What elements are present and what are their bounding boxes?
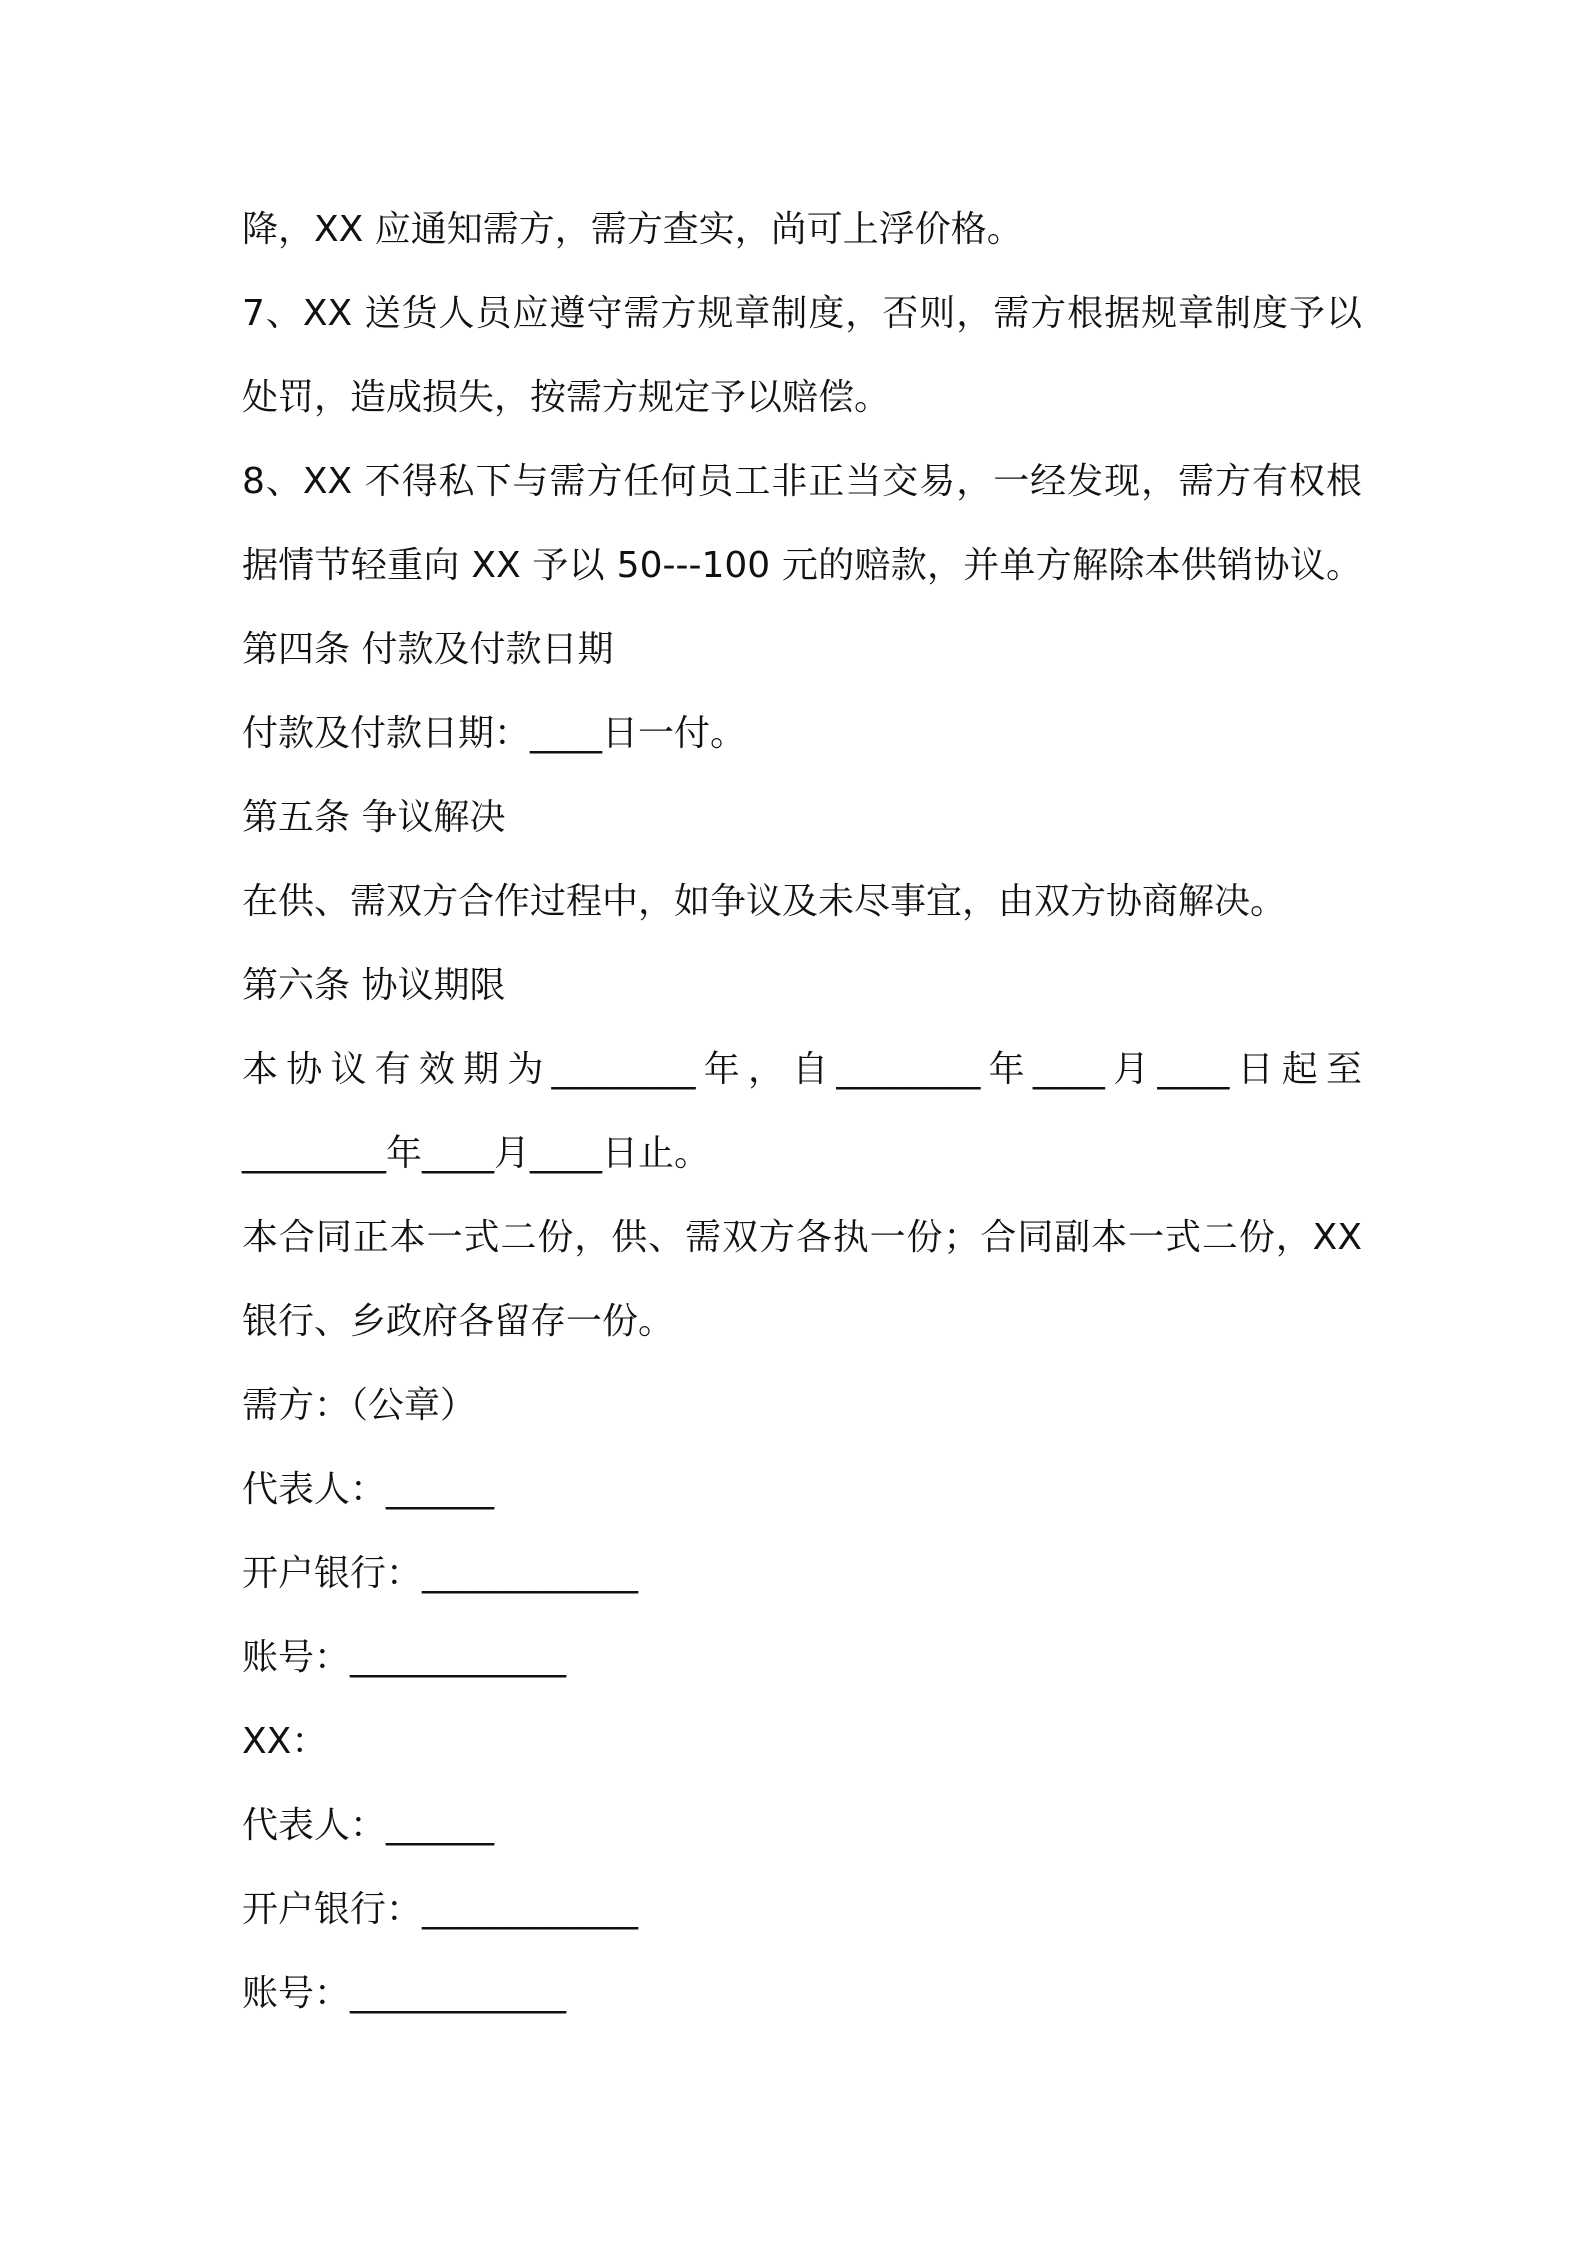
article-6-term-line-2: ________年____月____日止。 [242, 1133, 711, 1174]
article-5-dispute-text: 在供、需双方合作过程中，如争议及未尽事宜，由双方协商解决。 [242, 881, 1287, 922]
article-6-term-line-1: 本协议有效期为________年，自________年____月____日起至 [242, 1049, 1362, 1090]
supplier-label: XX： [242, 1721, 328, 1762]
article-4-payment-date: 付款及付款日期：____日一付。 [242, 713, 747, 754]
clause-3-6-continuation: 降，XX 应通知需方，需方查实，尚可上浮价格。 [242, 209, 1023, 250]
copies-line-2: 银行、乡政府各留存一份。 [242, 1301, 675, 1342]
copies-line-1: 本合同正本一式二份，供、需双方各执一份；合同副本一式二份，XX [242, 1217, 1362, 1258]
buyer-account: 账号：____________ [242, 1637, 567, 1678]
article-4-heading: 第四条 付款及付款日期 [242, 629, 614, 670]
supplier-account: 账号：____________ [242, 1973, 567, 2014]
buyer-representative: 代表人：______ [242, 1469, 495, 1510]
clause-3-8-line-2: 据情节轻重向 XX 予以 50---100 元的赔款，并单方解除本供销协议。 [242, 545, 1362, 586]
supplier-representative: 代表人：______ [242, 1805, 495, 1846]
article-6-heading: 第六条 协议期限 [242, 965, 506, 1006]
clause-3-7-line-1: 7、XX 送货人员应遵守需方规章制度，否则，需方根据规章制度予以 [242, 293, 1362, 334]
buyer-seal-label: 需方：（公章） [242, 1385, 477, 1426]
clause-3-8-line-1: 8、XX 不得私下与需方任何员工非正当交易，一经发现，需方有权根 [242, 461, 1362, 502]
clause-3-7-line-2: 处罚，造成损失，按需方规定予以赔偿。 [242, 377, 891, 418]
supplier-bank: 开户银行：____________ [242, 1889, 639, 1930]
buyer-bank: 开户银行：____________ [242, 1553, 639, 1594]
article-5-heading: 第五条 争议解决 [242, 797, 506, 838]
